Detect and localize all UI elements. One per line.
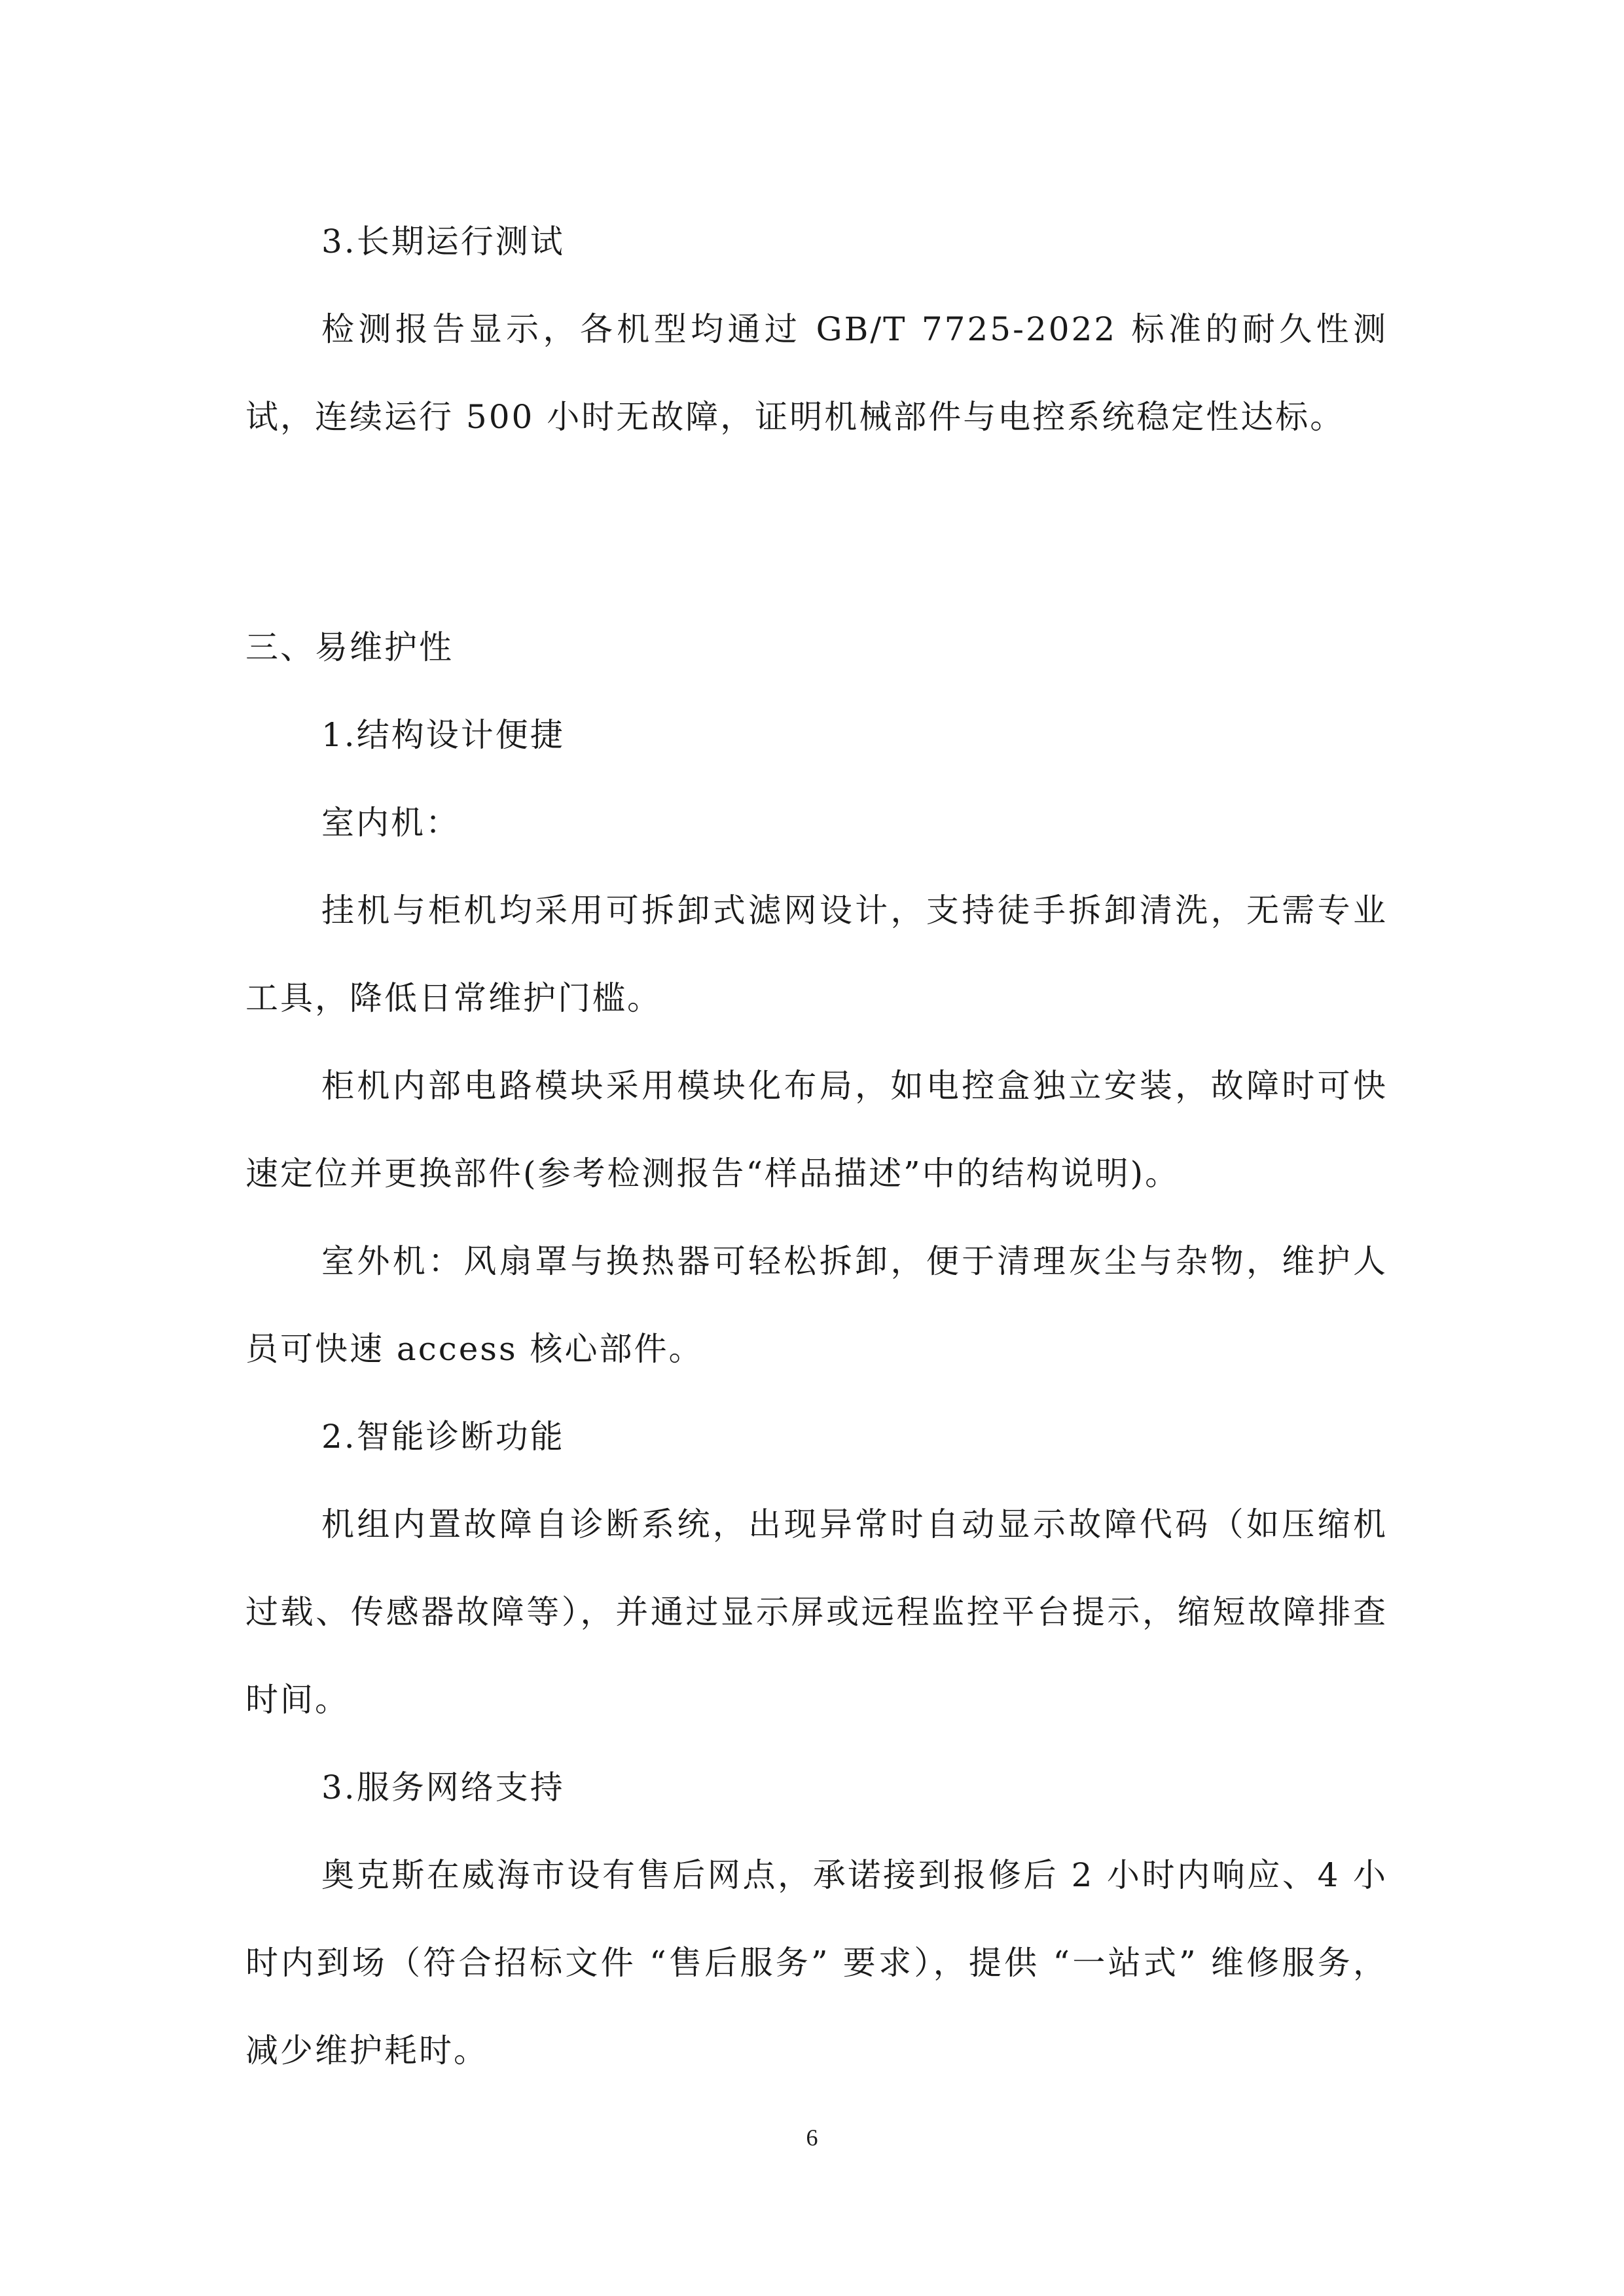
service-network-heading: 3.服务网络支持 — [321, 1768, 565, 1806]
long-term-test-heading: 3.长期运行测试 — [321, 223, 565, 260]
structure-design-heading: 1.结构设计便捷 — [321, 716, 565, 754]
service-network-body: 奥克斯在威海市设有售后网点，承诺接到报修后 2 小时内响应、4 小时内到场（符合招标文件 “售后服务” 要求），提供 “一站式” 维修服务，减少维护耗时。 — [245, 1856, 1388, 2070]
indoor-module-paragraph: 柜机内部电路模块采用模块化布局，如电控盒独立安装，故障时可快速定位并更换部件(参考检测报告“样品描述”中的结构说明)。 — [245, 1067, 1388, 1193]
smart-diagnosis-body: 机组内置故障自诊断系统，出现异常时自动显示故障代码（如压缩机过载、传感器故障等），并通过显示屏或远程监控平台提示，缩短故障排查时间。 — [245, 1505, 1388, 1719]
long-term-test-body: 检测报告显示，各机型均通过 GB/T 7725-2022 标准的耐久性测试，连续运行 500 小时无故障，证明机械部件与电控系统稳定性达标。 — [245, 310, 1388, 436]
outdoor-unit-paragraph: 室外机：风扇罩与换热器可轻松拆卸，便于清理灰尘与杂物，维护人员可快速 access 核心部件。 — [245, 1242, 1388, 1368]
indoor-unit-label: 室内机： — [321, 804, 460, 842]
maintainability-section-heading: 三、易维护性 — [245, 628, 454, 666]
indoor-filter-paragraph: 挂机与柜机均采用可拆卸式滤网设计，支持徒手拆卸清洗，无需专业工具，降低日常维护门槛。 — [245, 891, 1388, 1017]
smart-diagnosis-heading: 2.智能诊断功能 — [321, 1418, 565, 1456]
page-number: 6 — [806, 2125, 818, 2151]
